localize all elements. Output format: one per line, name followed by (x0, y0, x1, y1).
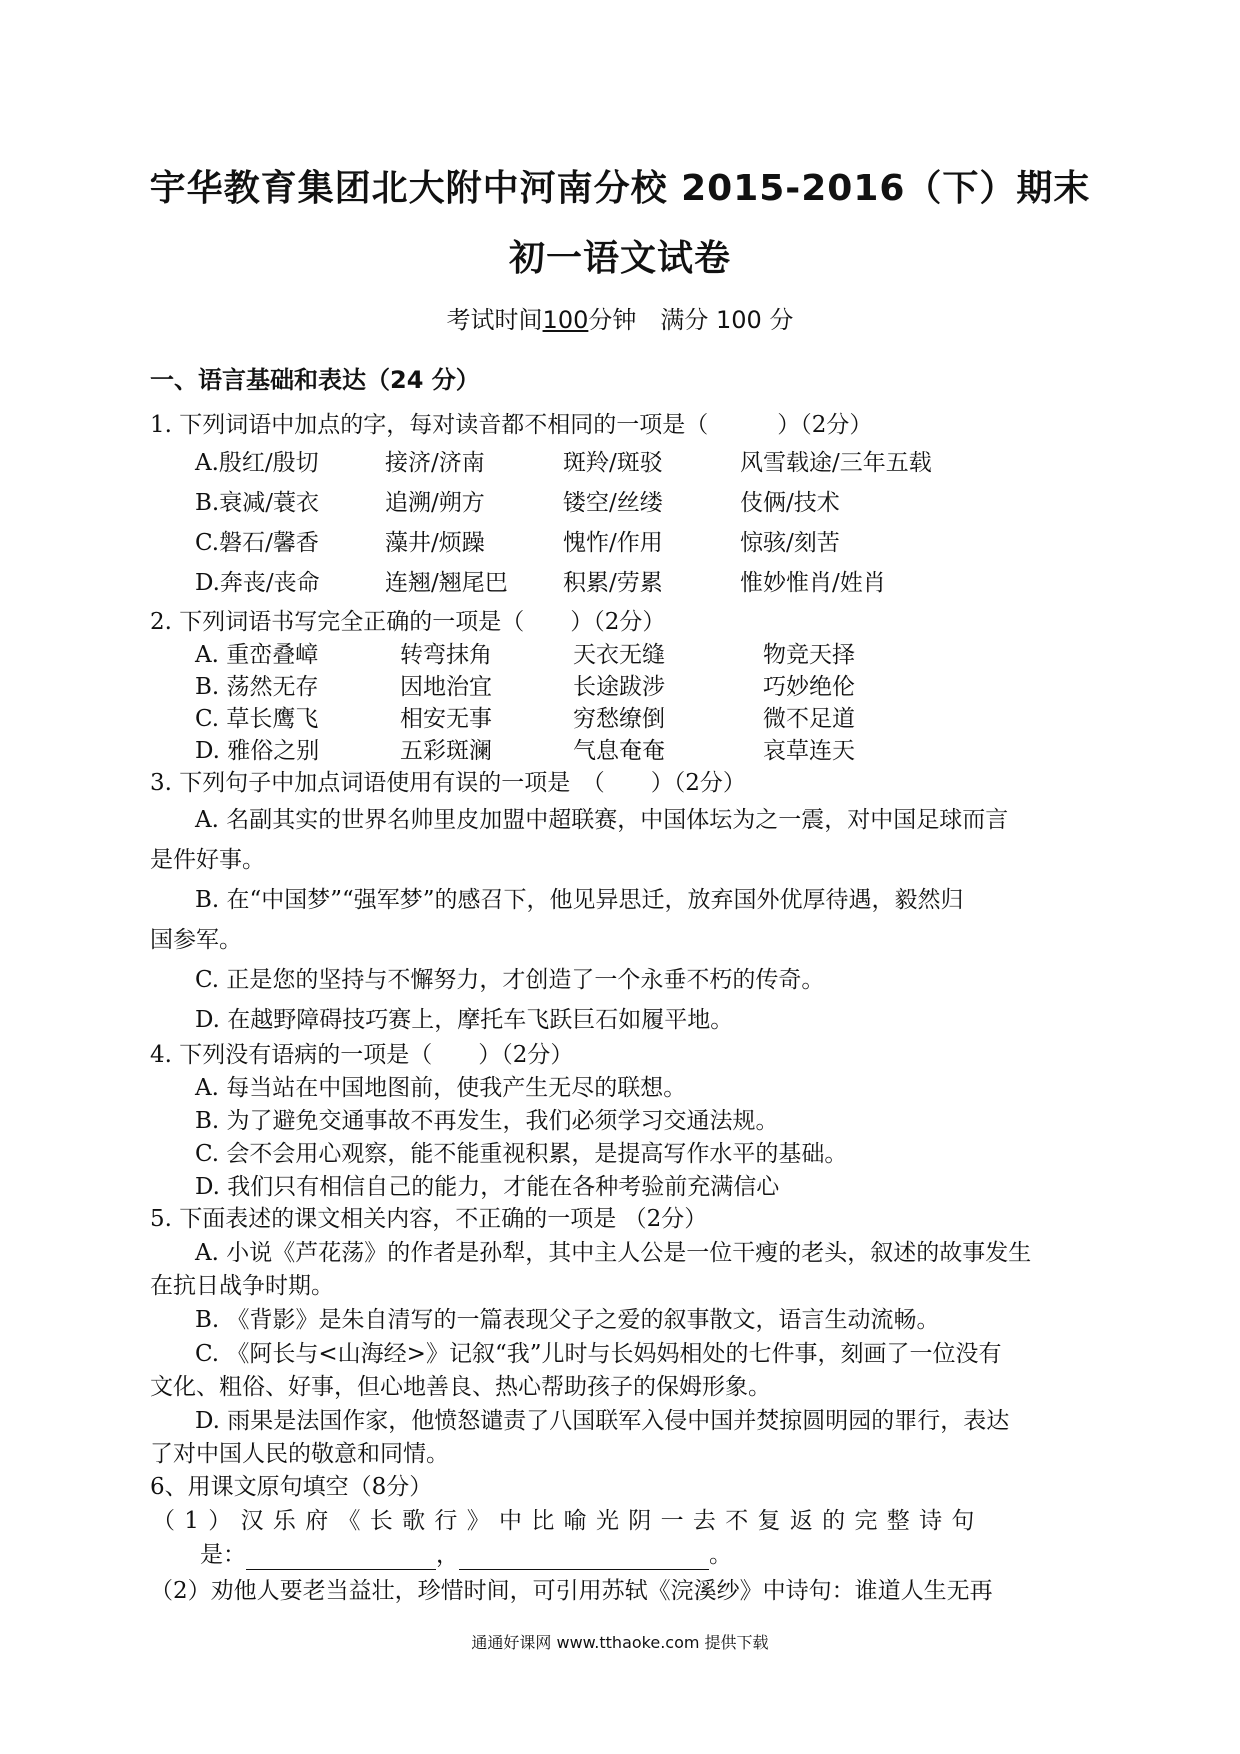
question-5-stem: 5. 下面表述的课文相关内容，不正确的一项是 （2分） (150, 1206, 708, 1232)
answer-blank-2[interactable] (459, 1547, 709, 1570)
q3-option-a-cont: 是件好事。 (150, 847, 265, 873)
section-heading: 一、语言基础和表达（24 分） (150, 366, 480, 394)
q4-option-a: A. 每当站在中国地图前，使我产生无尽的联想。 (195, 1075, 687, 1101)
q4-option-d: D. 我们只有相信自己的能力，才能在各种考验前充满信心 (195, 1174, 780, 1200)
question-2-stem: 2. 下列词语书写完全正确的一项是（ ）（2分） (150, 609, 666, 635)
q3-option-b: B. 在“中国梦”“强军梦”的感召下，他见异思迁，放弃国外优厚待遇，毅然归 (195, 887, 964, 913)
q6-part-1-answer-line: 是： ， 。 (200, 1542, 732, 1568)
answer-blank-1[interactable] (246, 1547, 436, 1570)
q4-option-c: C. 会不会用心观察，能不能重视积累，是提高写作水平的基础。 (195, 1141, 848, 1167)
question-1-stem: 1. 下列词语中加点的字，每对读音都不相同的一项是（ ）（2分） (150, 412, 873, 438)
q5-option-c-cont: 文化、粗俗、好事，但心地善良、热心帮助孩子的保姆形象。 (150, 1374, 771, 1400)
question-4-stem: 4. 下列没有语病的一项是（ ）（2分） (150, 1042, 574, 1068)
exam-minutes: 100 (542, 306, 589, 334)
q3-option-d: D. 在越野障碍技巧赛上，摩托车飞跃巨石如履平地。 (195, 1007, 734, 1033)
q5-option-c: C. 《阿长与<山海经>》记叙“我”儿时与长妈妈相处的七件事，刻画了一位没有 (195, 1341, 1002, 1367)
q5-option-d: D. 雨果是法国作家，他愤怒谴责了八国联军入侵中国并焚掠圆明园的罪行，表达 (195, 1408, 1010, 1434)
document-subtitle: 初一语文试卷 (508, 238, 731, 279)
exam-info: 考试时间100分钟 满分 100 分 (446, 306, 794, 334)
question-3-stem: 3. 下列句子中加点词语使用有误的一项是 （ ）（2分） (150, 770, 746, 796)
q3-option-a: A. 名副其实的世界名帅里皮加盟中超联赛，中国体坛为之一震，对中国足球而言 (195, 807, 1009, 833)
question-6-stem: 6、用课文原句填空（8分） (150, 1474, 433, 1500)
q6-part-2: （2）劝他人要老当益壮，珍惜时间，可引用苏轼《浣溪纱》中诗句：谁道人生无再 (150, 1578, 993, 1604)
q5-option-a-cont: 在抗日战争时期。 (150, 1273, 334, 1299)
q5-option-d-cont: 了对中国人民的敬意和同情。 (150, 1441, 449, 1467)
q5-option-b: B. 《背影》是朱自清写的一篇表现父子之爱的叙事散文，语言生动流畅。 (195, 1307, 940, 1333)
page-footer: 通通好课网 www.tthaoke.com 提供下载 (471, 1633, 769, 1652)
q6-part-1: （ 1 ） 汉 乐 府 《 长 歌 行 》 中 比 喻 光 阴 一 去 不 复 返 的 完 整 诗 句 (152, 1508, 976, 1534)
q3-option-c: C. 正是您的坚持与不懈努力，才创造了一个永垂不朽的传奇。 (195, 967, 825, 993)
q5-option-a: A. 小说《芦花荡》的作者是孙犁，其中主人公是一位干瘦的老头，叙述的故事发生 (195, 1240, 1032, 1266)
q3-option-b-cont: 国参军。 (150, 927, 242, 953)
document-title: 宇华教育集团北大附中河南分校 2015-2016（下）期末 (149, 168, 1091, 209)
q4-option-b: B. 为了避免交通事故不再发生，我们必须学习交通法规。 (195, 1108, 779, 1134)
